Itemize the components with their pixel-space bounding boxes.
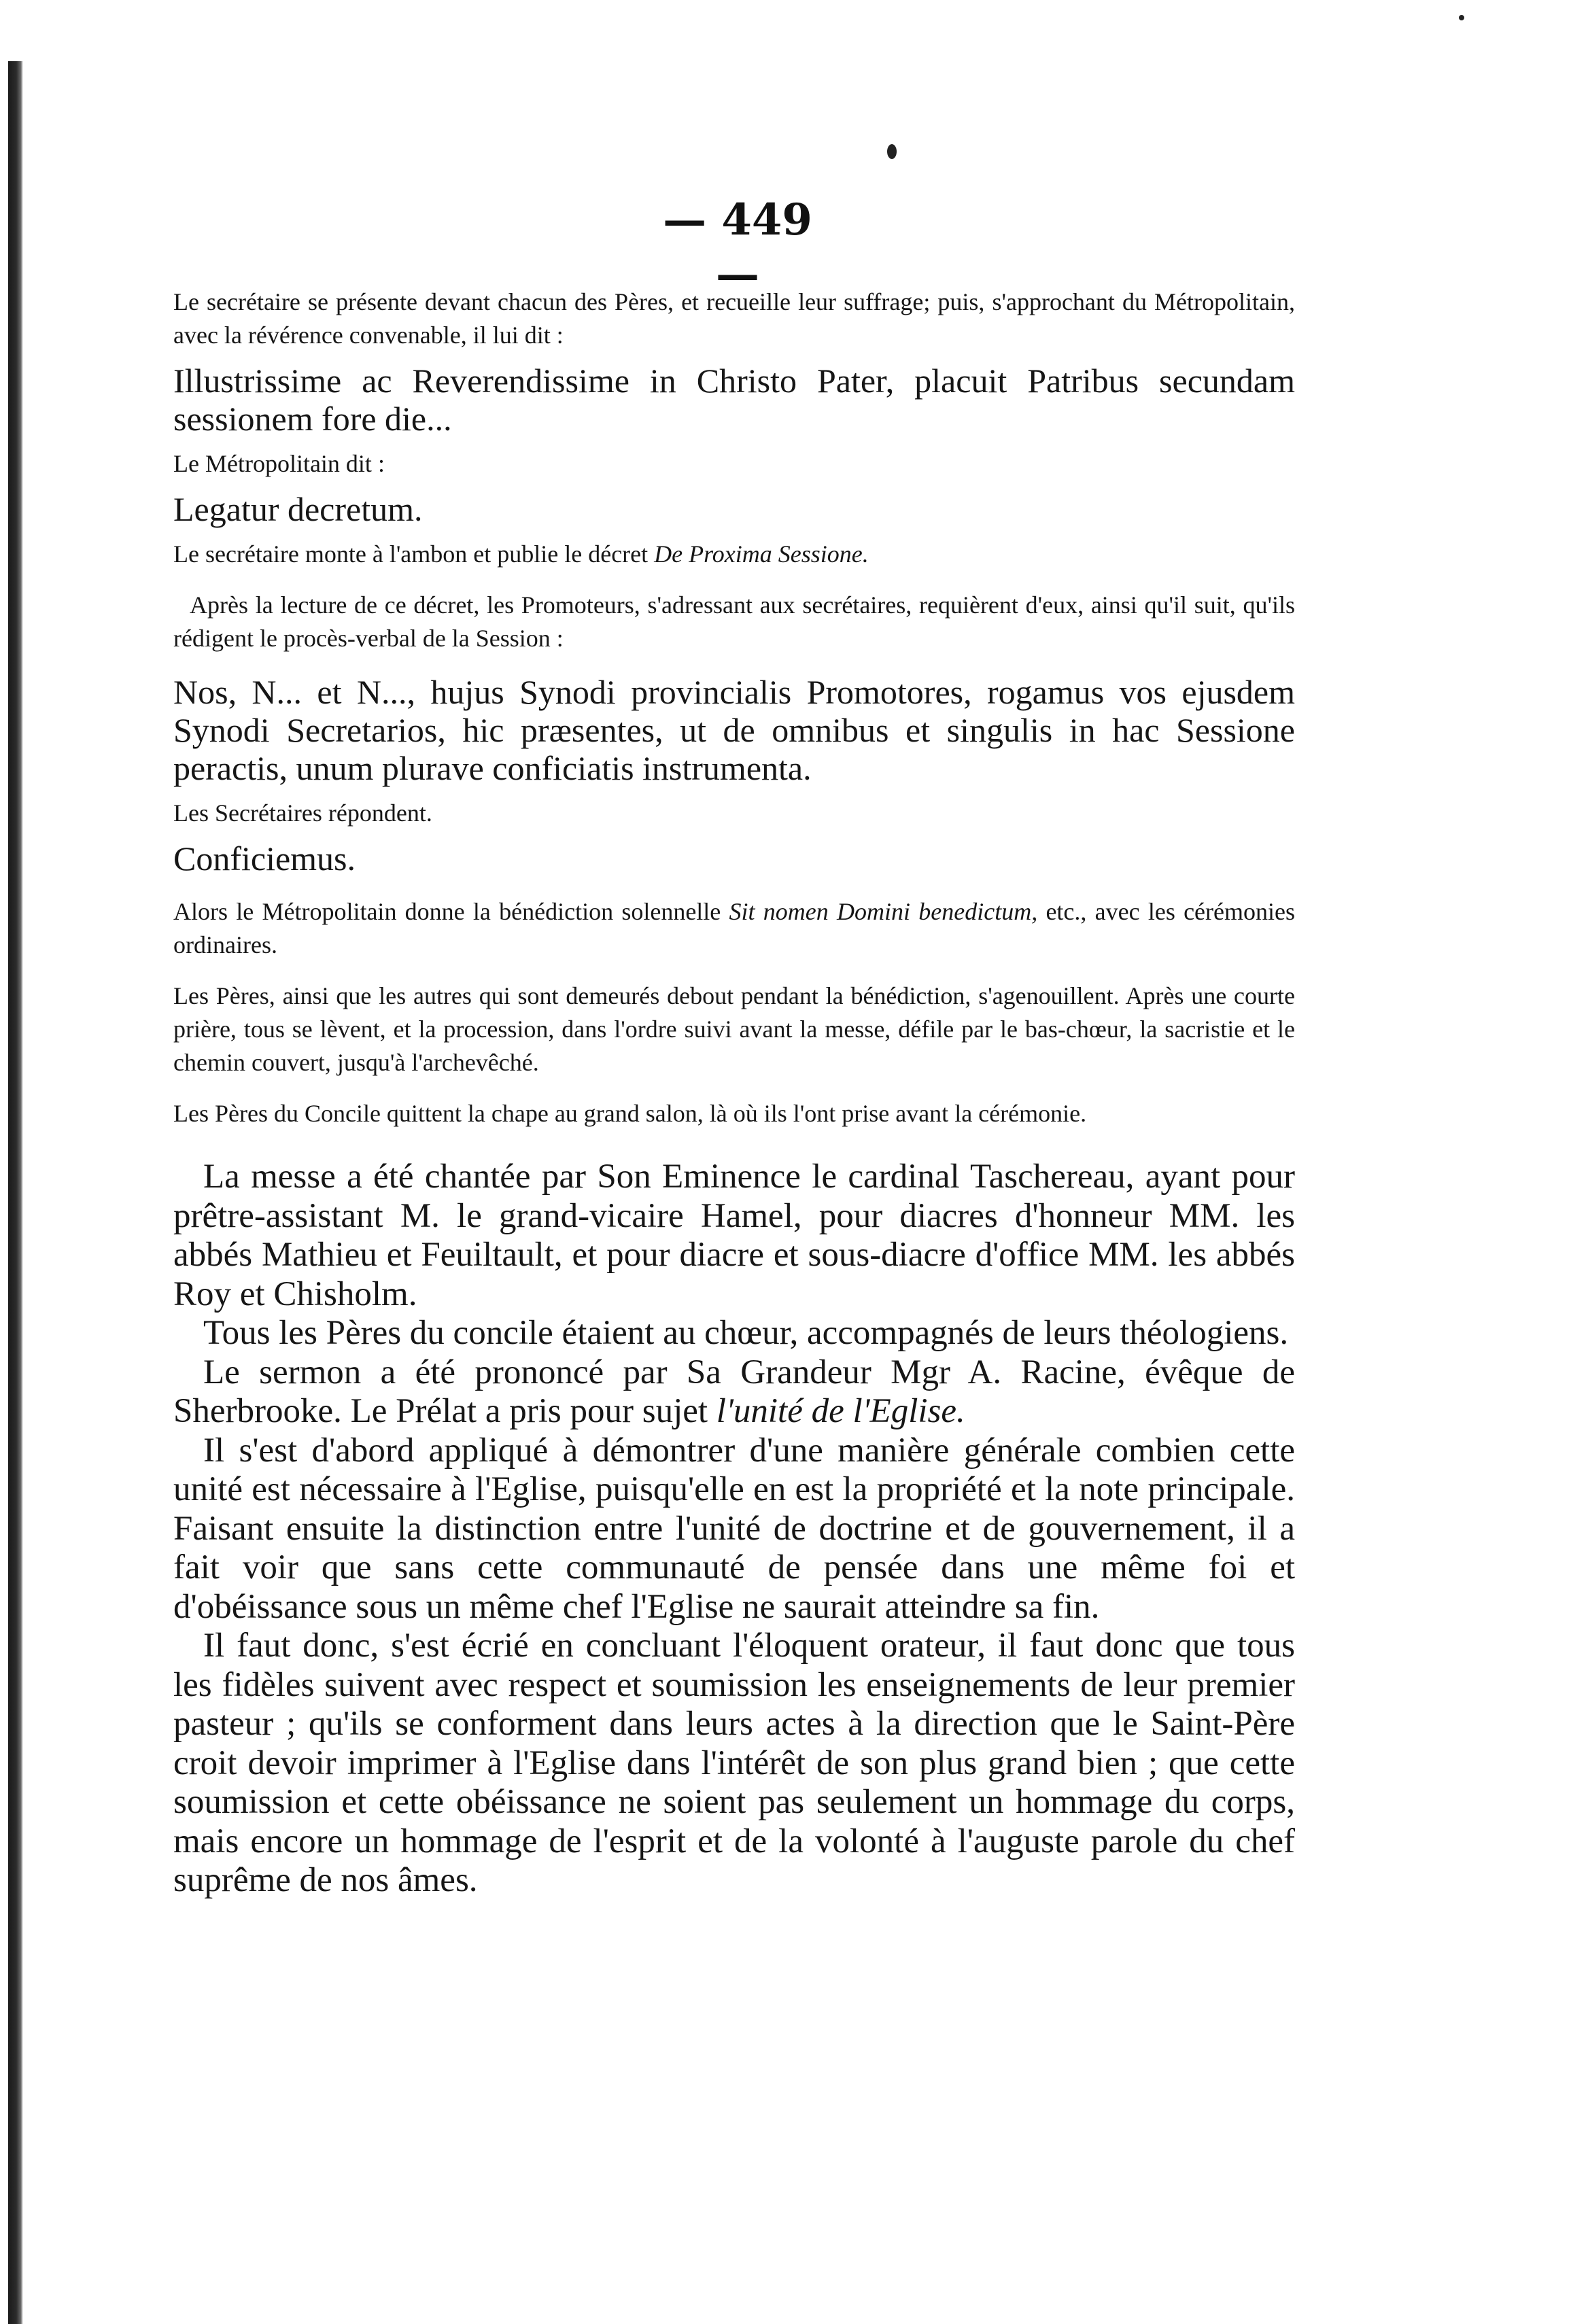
ink-speck [1459, 15, 1464, 20]
latin-nos-promotores: Nos, N... et N..., hujus Synodi provincialis Promotores, rogamus vos ejusdem Synodi Secretarios, hic præsentes, ut de omnibus et singulis in hac Sessione peractis, unum plurave conficiatis instrumenta. [173, 673, 1295, 787]
paragraph-secretary-presents: Le secrétaire se présente devant chacun des Pères, et recueille leur suffrage; puis, s'approchant du Métropolitain, avec la révérence convenable, il lui dit : [173, 288, 1295, 349]
latin-placuit-patribus: Illustrissime ac Reverendissime in Christo Pater, placuit Patribus secundam sessionem fore die... [173, 362, 1295, 438]
decree-title: De Proxima Sessione. [654, 540, 869, 568]
paragraph-messe: La messe a été chantée par Son Eminence le cardinal Taschereau, ayant pour prêtre-assistant M. le grand-vicaire Hamel, pour diacres d'honneur MM. les abbés Mathieu et Feuiltault, et pour diacre et sous-diacre d'office MM. les abbés Roy et Chisholm. [173, 1158, 1295, 1313]
paragraph-secretaires-repondent: Les Secrétaires répondent. [173, 799, 432, 827]
paragraph-tail: etc., avec les cérémonies ordinaires. [173, 898, 1295, 958]
paragraph-chape: Les Pères du Concile quittent la chape au grand salon, là où ils l'ont prise avant la cérémonie. [173, 1100, 1087, 1127]
sermon-subject: l'unité de l'Eglise. [716, 1392, 965, 1430]
paragraph-text: Le secrétaire monte à l'ambon et publie le décret [173, 540, 655, 568]
paragraph-text: Alors le Métropolitain donne la bénédiction solennelle [173, 898, 729, 925]
benediction-formula: Sit nomen Domini benedictum, [729, 898, 1038, 925]
paragraph-benediction [173, 895, 1295, 962]
paragraph-peres-choeur: Tous les Pères du concile étaient au chœur, accompagnés de leurs théologiens. [203, 1314, 1289, 1352]
paragraph-sermon [173, 1353, 1295, 1432]
latin-conficiemus: Conficiemus. [173, 839, 356, 878]
latin-legatur-decretum: Legatur decretum. [173, 490, 423, 528]
page-body [173, 285, 1295, 1901]
paragraph-metropolitain-dit: Le Métropolitain dit : [173, 450, 385, 477]
page-number: — 449 — [663, 194, 812, 300]
paragraph-text: Le sermon a été prononcé par Sa Grandeur Mgr A. Racine, évêque de Sherbrooke. Le Prélat a pris pour sujet [173, 1353, 1295, 1430]
paragraph-secretary-publishes [173, 538, 1295, 571]
page-binding-edge [8, 61, 23, 2324]
paragraph-promoteurs-request: Après la lecture de ce décret, les Promoteurs, s'adressant aux secrétaires, requièrent d'eux, ainsi qu'il suit, qu'ils rédigent le procès-verbal de la Session : [173, 591, 1295, 652]
paragraph-unite: Il s'est d'abord appliqué à démontrer d'une manière générale combien cette unité est nécessaire à l'Eglise, puisqu'elle en est la propriété et la note principale. Faisant ensuite la distinction entre l'unité de doctrine et de gouvernement, il a fait voir que sans cette communauté de pensée dans une même foi et d'obéissance sous un même chef l'Eglise ne saurait atteindre sa fin. [173, 1431, 1295, 1626]
ink-speck [887, 144, 897, 159]
paragraph-procession: Les Pères, ainsi que les autres qui sont demeurés debout pendant la bénédiction, s'agenouillent. Après une courte prière, tous se lèvent, et la procession, dans l'ordre suivi avant la messe, défile par le bas-chœur, la sacristie et le chemin couvert, jusqu'à l'archevêché. [173, 982, 1295, 1076]
paragraph-conclusion: Il faut donc, s'est écrié en concluant l'éloquent orateur, il faut donc que tous les fidèles suivent avec respect et soumission les enseignements de leur premier pasteur ; qu'ils se conforment dans leurs actes à la direction que le Saint-Père croit devoir imprimer à l'Eglise dans l'intérêt de son plus grand bien ; que cette soumission et cette obéissance ne soient pas seulement un hommage du corps, mais encore un hommage de l'esprit et de la volonté à l'auguste parole du chef suprême de nos âmes. [173, 1627, 1295, 1899]
